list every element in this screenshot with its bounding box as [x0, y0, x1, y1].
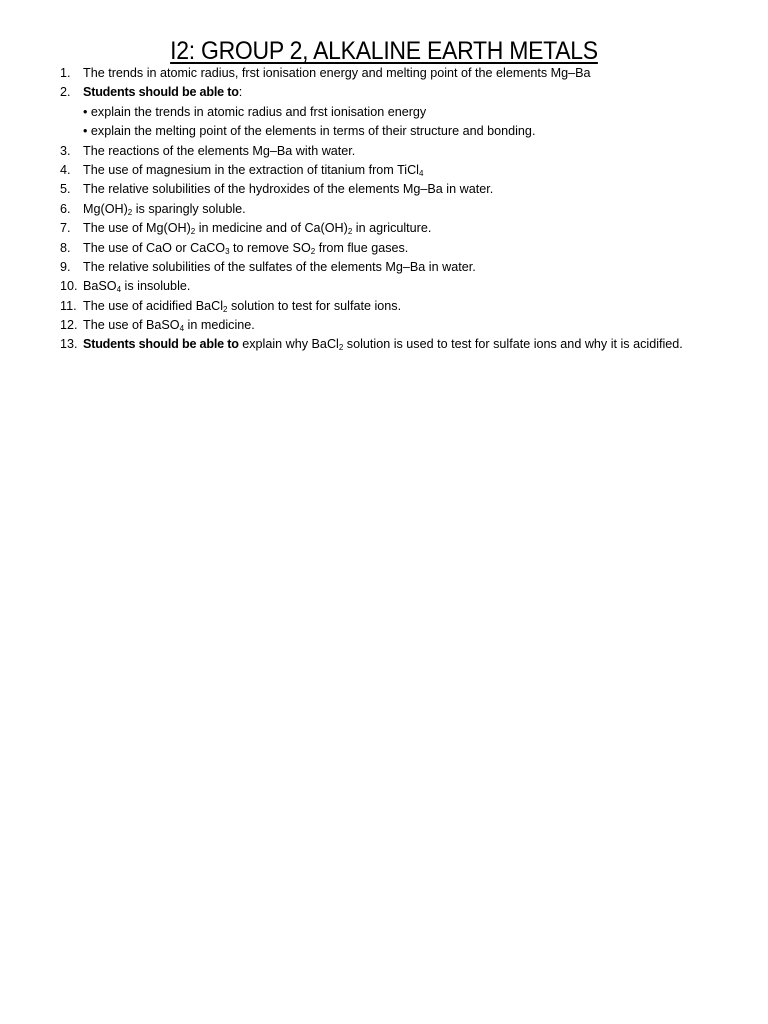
item-text: [83, 277, 190, 296]
item-text-part: in agriculture.: [352, 221, 432, 236]
list-item: [0, 83, 768, 102]
item-text-part: solution to test for sulfate ions.: [227, 298, 402, 313]
item-text: [83, 239, 408, 258]
item-text-part: The use of acidified BaCl: [83, 298, 224, 313]
subscript: 2: [310, 246, 316, 256]
item-number: 13.: [60, 337, 78, 352]
item-text-part: is insoluble.: [121, 279, 191, 294]
item-number: 8.: [60, 240, 71, 255]
item-text-part: The use of BaSO: [83, 318, 180, 333]
subscript: 4: [418, 168, 424, 178]
list-item: [0, 122, 768, 141]
item-text-part: The reactions of the elements Mg–Ba with water.: [83, 143, 356, 158]
item-text: [83, 335, 683, 354]
item-text-part: The use of CaO or CaCO: [83, 240, 226, 255]
subscript: 2: [223, 304, 228, 314]
item-text-part: • explain the melting point of the elements in terms of their structure and bonding.: [83, 124, 536, 139]
syllabus-list: [0, 64, 768, 355]
item-text-part: The relative solubilities of the sulfates of the elements Mg–Ba in water.: [83, 259, 476, 274]
item-text-part: is sparingly soluble.: [132, 201, 246, 216]
item-text-part: to remove SO: [229, 240, 311, 255]
item-text-part: from flue gases.: [315, 240, 409, 255]
item-text-part: The relative solubilities of the hydroxides of the elements Mg–Ba in water.: [83, 182, 494, 197]
item-text-part: BaSO: [83, 279, 117, 294]
item-text-part: :: [238, 85, 243, 100]
item-text-part: solution is used to test for sulfate ions and why it is acidified.: [343, 337, 683, 352]
item-text: [83, 161, 423, 180]
item-text: [83, 200, 246, 219]
subscript: 2: [338, 343, 344, 353]
item-number: 9.: [60, 259, 71, 274]
item-text: [83, 258, 476, 277]
subscript: 4: [116, 285, 122, 295]
item-text: [83, 103, 426, 122]
list-item: [0, 297, 768, 316]
item-text: [83, 297, 401, 316]
item-text: [83, 219, 431, 238]
item-text-part: The use of magnesium in the extraction of titanium from TiCl: [83, 162, 419, 177]
item-text: [83, 316, 255, 335]
subscript: 2: [347, 227, 353, 237]
subscript: 4: [179, 324, 185, 334]
subscript: 3: [225, 246, 230, 256]
item-bold-lead: Students should be able to: [83, 337, 239, 352]
item-text: [83, 122, 535, 141]
list-item: [0, 161, 768, 180]
list-item: [0, 200, 768, 219]
item-text: [83, 180, 493, 199]
item-number: 12.: [60, 318, 78, 333]
list-item: [0, 64, 768, 83]
list-item: [0, 335, 768, 354]
item-number: 3.: [60, 143, 71, 158]
item-text-part: in medicine and of Ca(OH): [195, 221, 348, 236]
item-text-part: explain why BaCl: [238, 337, 339, 352]
item-text-part: in medicine.: [184, 318, 255, 333]
page-title: I2: GROUP 2, ALKALINE EARTH METALS: [170, 37, 598, 65]
list-item: [0, 277, 768, 296]
item-bold-lead: Students should be able to: [83, 85, 239, 100]
item-text: [83, 83, 242, 102]
item-text-part: Mg(OH): [83, 201, 128, 216]
list-item: [0, 103, 768, 122]
list-item: [0, 239, 768, 258]
list-item: [0, 142, 768, 161]
item-text-part: The use of Mg(OH): [83, 221, 191, 236]
item-number: 5.: [60, 182, 71, 197]
subscript: 2: [190, 227, 196, 237]
list-item: [0, 180, 768, 199]
subscript: 2: [127, 207, 133, 217]
item-number: 7.: [60, 221, 71, 236]
item-number: 4.: [60, 162, 71, 177]
item-number: 1.: [60, 66, 71, 80]
item-text-part: • explain the trends in atomic radius and frst ionisation energy: [83, 104, 427, 119]
item-text-part: The trends in atomic radius, frst ionisation energy and melting point of the elements Mg–Ba: [83, 66, 591, 80]
item-number: 11.: [60, 298, 77, 313]
list-item: [0, 219, 768, 238]
item-number: 6.: [60, 201, 71, 216]
item-number: 10.: [60, 279, 78, 294]
item-number: 2.: [60, 85, 71, 100]
item-text: [83, 64, 591, 83]
list-item: [0, 316, 768, 335]
list-item: [0, 258, 768, 277]
item-text: [83, 142, 355, 161]
